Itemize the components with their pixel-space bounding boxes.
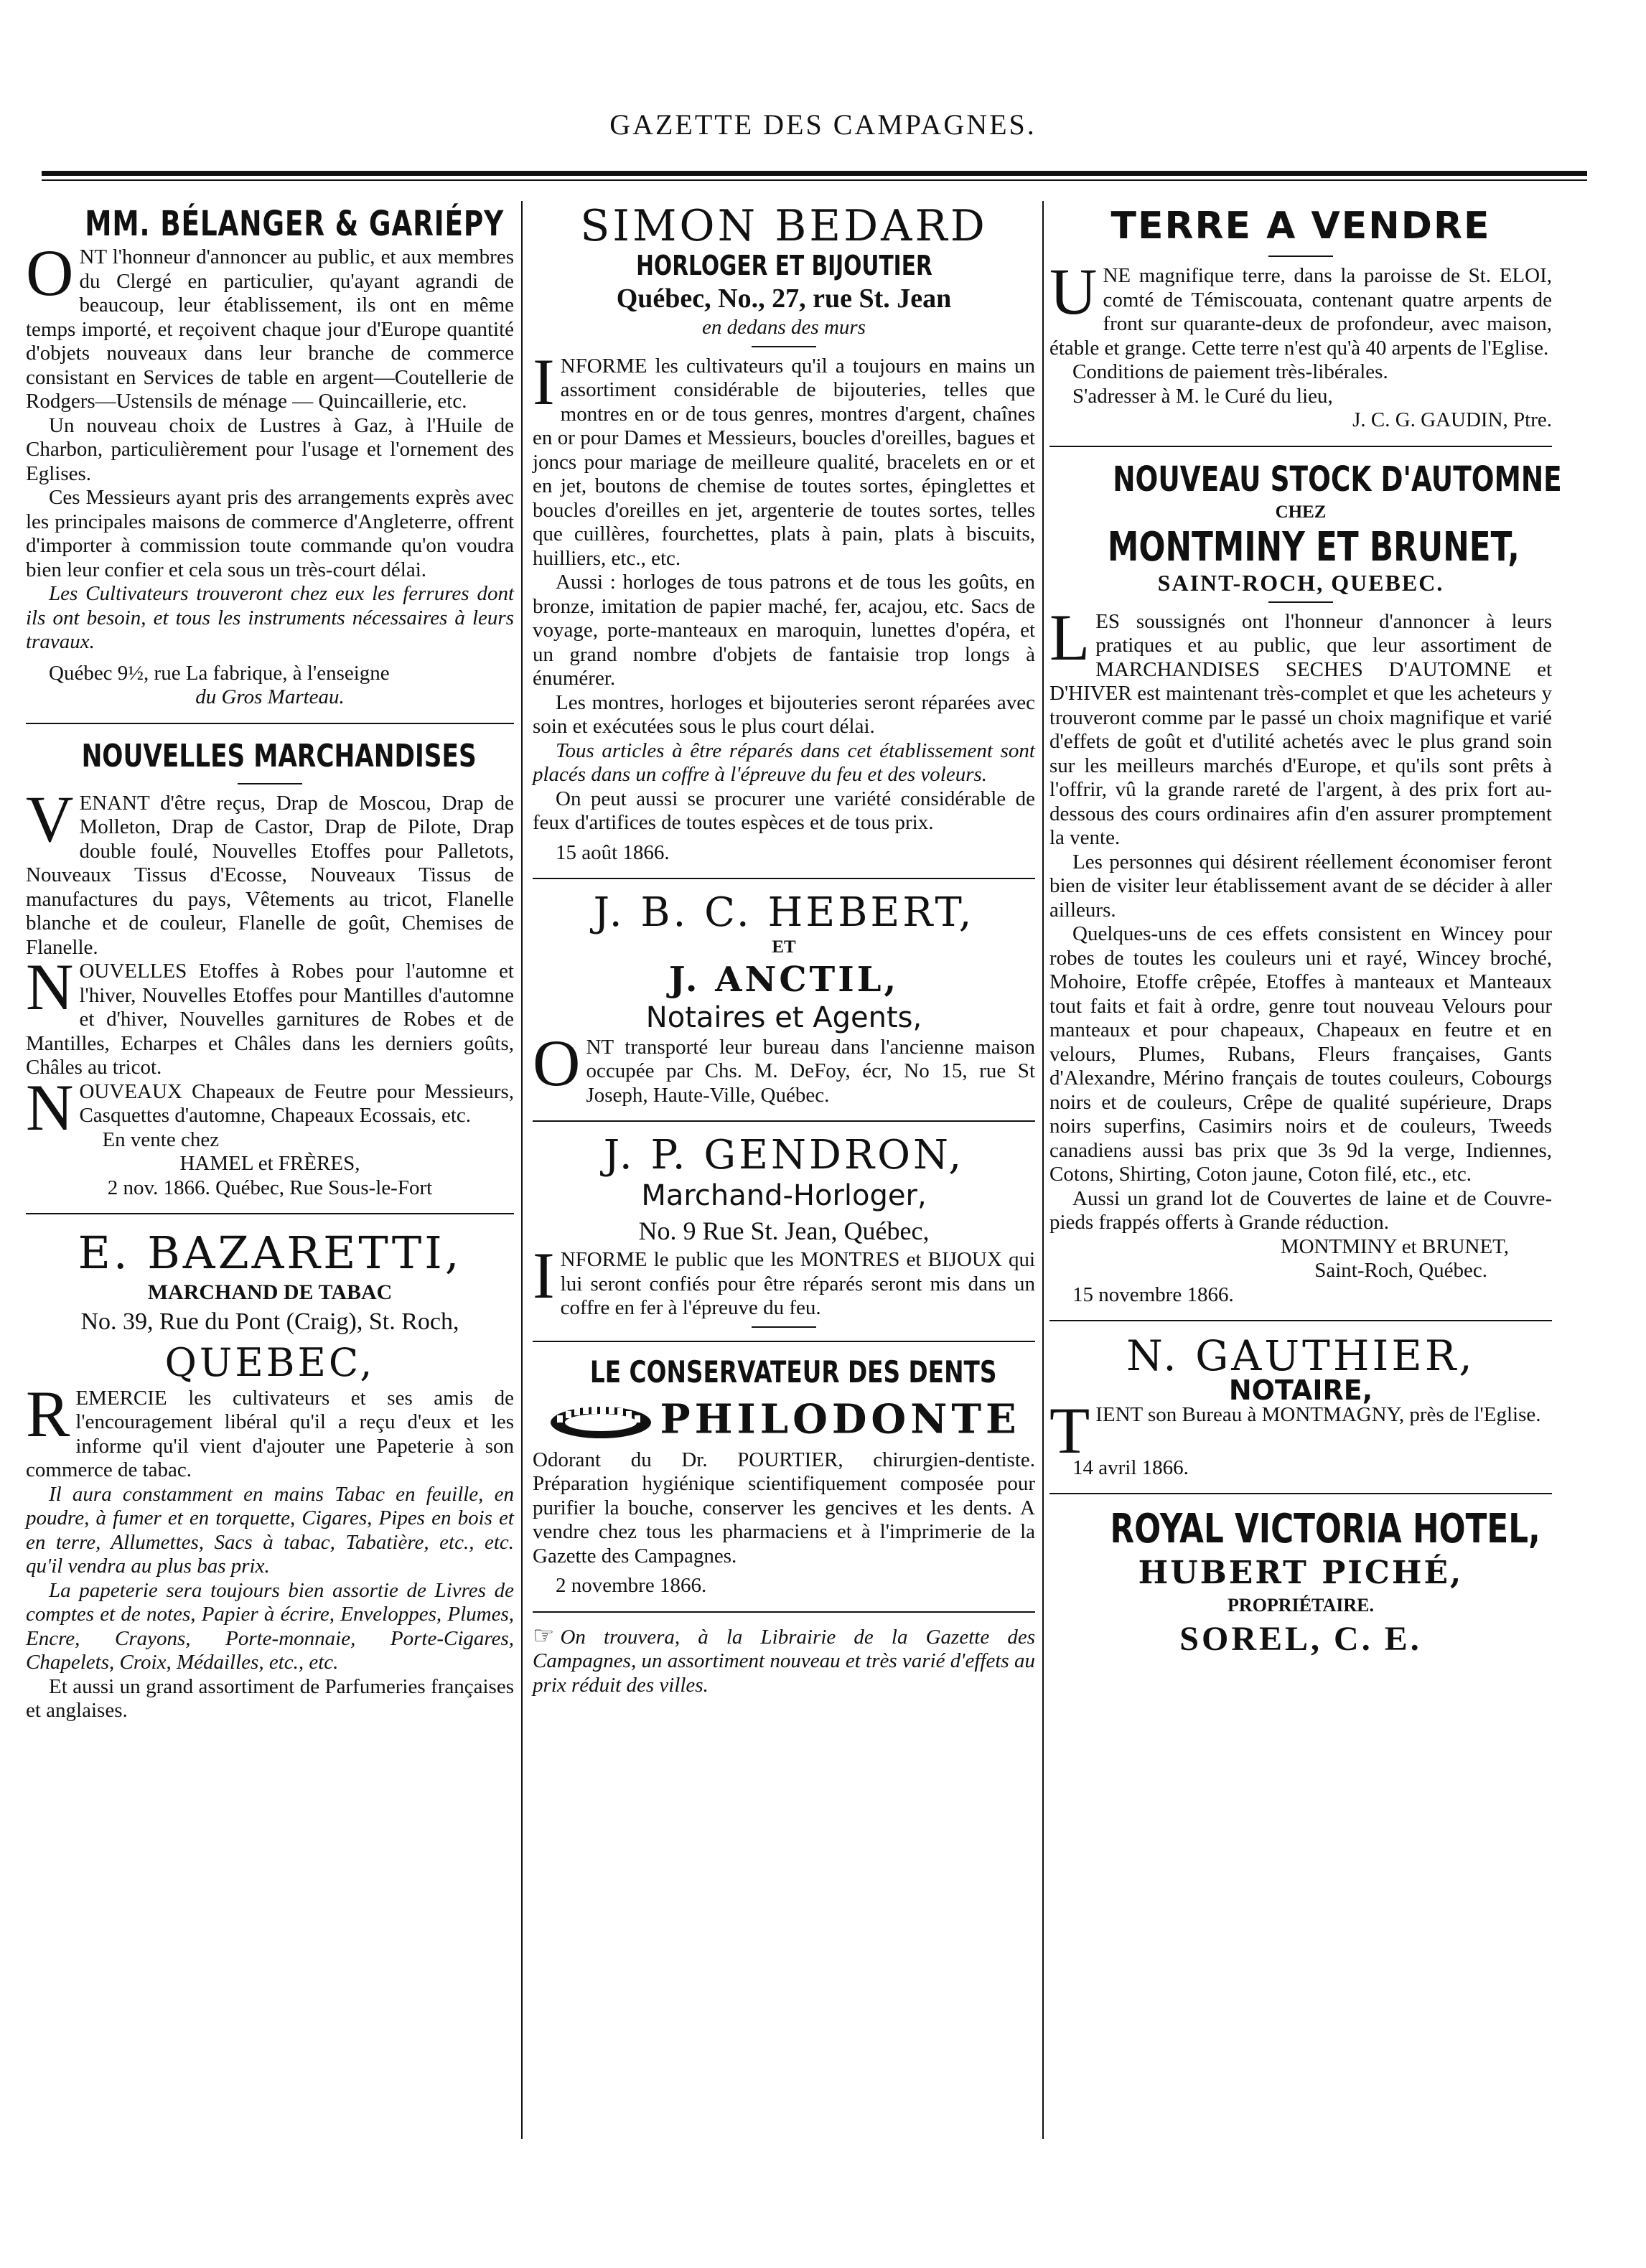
ad-subtitle: SAINT-ROCH, QUEBEC. [1157, 570, 1444, 596]
ad-philodonte [533, 1354, 1035, 1598]
divider [1268, 601, 1333, 603]
ad-title: MM. BÉLANGER & GARIÉPY [85, 204, 504, 244]
paragraph: NE magnifique terre, dans la paroisse de St. ELOI, comté de Témiscouata, contenant quatre arpents de front sur quarante-deux de profondeur, avec maison, étable et grange. Cette terre n'est qu'à 40 arpents de l'Eglise. [1049, 264, 1552, 360]
ad-belanger [26, 202, 514, 710]
column-2 [533, 202, 1035, 1710]
owner-name: HUBERT PICHÉ, [1138, 1555, 1464, 1591]
paragraph: OUVEAUX Chapeaux de Feutre pour Messieurs, Casquettes d'automne, Chapeaux Ecossais, etc. [79, 1079, 514, 1127]
paragraph: Et aussi un grand assortiment de Parfumeries françaises et anglaises. [26, 1674, 514, 1722]
paragraph: Un nouveau choix de Lustres à Gaz, à l'Huile de Charbon, particulièrement pour l'usage et l'ornement des Eglises. [26, 413, 514, 485]
column-1 [26, 202, 514, 1736]
ad-gendron [533, 1133, 1035, 1328]
paragraph: Les montres, horloges et bijouteries seront réparées avec soin et exécutées sous le plus court délai. [533, 690, 1035, 738]
divider [1049, 446, 1552, 447]
ad-bazaretti [26, 1226, 514, 1723]
ad-simon-bedard [533, 202, 1035, 865]
philodonte-title: PHILODONTE [660, 1395, 1021, 1443]
paragraph: Les personnes qui désirent réellement économiser feront bien de visiter leur établissement avant de se décider à aller ailleurs. [1049, 850, 1552, 922]
drop-cap: N [26, 950, 74, 1023]
paragraph: On peut aussi se procurer une variété considérable de feux d'artifices de toutes espèces et de tous prix. [533, 787, 1035, 834]
column-divider [1042, 201, 1044, 2139]
divider [533, 878, 1035, 879]
ad-title: LE CONSERVATEUR DES DENTS [589, 1354, 997, 1390]
city-title: SOREL, C. E. [1179, 1619, 1422, 1658]
ad-subtitle: Marchand-Horloger, [641, 1179, 927, 1212]
paragraph: Conditions de paiement très-libérales. [1072, 360, 1388, 383]
divider [26, 723, 514, 724]
paragraph: Les Cultivateurs trouveront chez eux les ferrures dont ils ont besoin, et tous les instruments nécessaires à leurs travaux. [26, 582, 514, 653]
owner-title: PROPRIÉTAIRE. [1228, 1595, 1374, 1616]
paragraph: Aussi un grand lot de Couvertes de laine et de Couvre-pieds frappés offerts à Grande réduction. [1049, 1186, 1552, 1234]
ad-terre-a-vendre [1049, 202, 1552, 433]
paragraph: Aussi : horloges de tous patrons et de tous les goûts, en bronze, imitation de papier maché, fer, acajou, etc. Sacs de voyage, porte-manteaux en maroquin, lunettes d'opéra, et un grand nombre d'objets de fantaisie trop longs à énumérer. [533, 571, 1035, 690]
paragraph: Odorant du Dr. POURTIER, chirurgien-dentiste. Préparation hygiénique scientifiquement composée pour purifier la bouche, conserver les gencives et les dents. A vendre chez tous les pharmaciens et à l'imprimerie de la Gazette des Campagnes. [533, 1448, 1035, 1568]
divider [238, 783, 302, 784]
paragraph: En vente chez [102, 1128, 220, 1151]
paragraph: Tous articles à être réparés dans cet établissement sont placés dans un coffre à l'épreuve du feu et des voleurs. [533, 739, 1035, 786]
divider [533, 1120, 1035, 1122]
conjunction: ET [772, 937, 796, 957]
masthead: GAZETTE DES CAMPAGNES. [609, 108, 1037, 141]
divider [533, 1611, 1035, 1613]
date-line: 2 nov. 1866. Québec, Rue Sous-le-Fort [107, 1176, 433, 1199]
ad-title: E. BAZARETTI, [78, 1227, 462, 1279]
ad-subtitle: NOTAIRE, [1228, 1374, 1373, 1406]
ad-subtitle: Notaires et Agents, [645, 1001, 922, 1034]
drop-cap: L [1049, 600, 1090, 674]
ad-title: J. B. C. HEBERT, [593, 889, 975, 936]
drop-cap: R [26, 1377, 70, 1451]
ad-librairie [533, 1624, 1035, 1698]
paragraph: Ces Messieurs ayant pris des arrangements exprès avec les principales maisons de commerce d'Angleterre, offrent d'importer à commission toute commande qu'on voudra bien leur confier et cela sous un très-court délai. [26, 486, 514, 581]
ad-gauthier [1049, 1333, 1552, 1480]
header-rule-thin [42, 179, 1587, 181]
date-line: 14 avril 1866. [1072, 1456, 1189, 1479]
ad-title: N. GAUTHIER, [1126, 1331, 1475, 1380]
address-line: No. 39, Rue du Pont (Craig), St. Roch, [80, 1308, 459, 1335]
paragraph: La papeterie sera toujours bien assortie de Livres de comptes et de notes, Papier à écrire, Enveloppes, Plumes, Encre, Crayons, Porte-monnaie, Porte-Cigares, Chapelets, Croix, Médailles, etc., etc. [26, 1578, 514, 1674]
date-line: 2 novembre 1866. [556, 1574, 707, 1597]
drop-cap: N [26, 1070, 74, 1144]
address-line: en dedans des murs [702, 316, 866, 339]
ad-title: MONTMINY ET BRUNET, [1107, 524, 1520, 571]
city-title: QUEBEC, [164, 1339, 375, 1385]
ad-title: SIMON BEDARD [580, 201, 988, 251]
column-divider [521, 201, 523, 2139]
ad-nouvelles-marchandises [26, 736, 514, 1201]
paragraph: On trouvera, à la Librairie de la Gazette des Campagnes, un assortiment nouveau et très varié d'effets au prix réduit des villes. [533, 1625, 1035, 1697]
divider [26, 1213, 514, 1214]
conjunction: CHEZ [1275, 502, 1327, 522]
drop-cap: V [26, 782, 74, 856]
divider [533, 1341, 1035, 1342]
paragraph: OUVELLES Etoffes à Robes pour l'automne et l'hiver, Nouvelles Etoffes pour Mantilles d'automne et d'hiver, Nouvelles garnitures de Robes et de Mantilles, Echarpes et Châles dans les derniers goûts, Châles au tricot. [26, 960, 514, 1079]
divider [1268, 256, 1333, 257]
paragraph: NFORME le public que les MONTRES et BIJOUX qui lui seront confiés pour être réparés seront mis dans un coffre en fer à l'épreuve du feu. [560, 1248, 1035, 1319]
paragraph: Il aura constamment en mains Tabac en feuille, en poudre, à fumer et en torquette, Cigares, Pipes en bois et en terre, Allumettes, Sacs à tabac, Tabatière, etc., etc. qu'il vendra au plus bas prix. [26, 1482, 514, 1578]
paragraph: NT transporté leur bureau dans l'ancienne maison occupée par Chs. M. DeFoy, écr, No 15, rue St Joseph, Haute-Ville, Québec. [586, 1035, 1035, 1107]
pointing-hand-icon: ☞ [533, 1622, 555, 1649]
drop-cap: U [1049, 255, 1098, 328]
drop-cap: O [533, 1026, 581, 1100]
ad-title: TERRE A VENDRE [1110, 205, 1491, 248]
ad-title: J. P. GENDRON, [603, 1132, 965, 1178]
paragraph: ENANT d'être reçus, Drap de Moscou, Drap de Molleton, Drap de Castor, Drap de Pilote, Drap double foulé, Nouvelles Etoffes pour Palletots, Nouveaux Tissus d'Ecosse, Nouveaux Tissus de manufactures du pays, Vêtements au tricot, Flanelle blanche et de couleur, Flanelle de goût, Chemises de Flanelle. [26, 791, 514, 959]
paragraph: EMERCIE les cultivateurs et ses amis de l'encouragement libéral qu'il a reçu d'eux et les informe qu'il vient d'ajouter une Papeterie à son commerce de tabac. [26, 1386, 514, 1481]
drop-cap: I [533, 1239, 555, 1312]
divider [752, 346, 816, 347]
philodonte-banner [533, 1395, 1035, 1443]
ad-hebert-anctil [533, 891, 1035, 1107]
paragraph: NT l'honneur d'annoncer au public, et aux membres du Clergé en particulier, qu'ayant agrandi de beaucoup, leur établissement, ils ont en même temps importé, et reçoivent chaque jour d'Europe quantité d'objets nouveaux dans leur branche de commerce consistant en Services de table en argent—Coutellerie de Rodgers—Ustensils de ménage — Quincaillerie, etc. [26, 245, 514, 413]
signature: HAMEL et FRÈRES, [179, 1152, 360, 1175]
address-line: du Gros Marteau. [195, 685, 345, 708]
drop-cap: I [533, 345, 555, 418]
ad-montminy-brunet [1049, 459, 1562, 1308]
paragraph: ES soussignés ont l'honneur d'annoncer à leurs pratiques et au public, que leur assortiment de MARCHANDISES SECHES D'AUTOMNE et D'HIVER est maintenant très-complet et que les acheteurs y trouveront comme par le passé un choix magnifique et varié d'effets de goût et d'utilité achetés avec le plus grand soin sur les meilleurs marchés d'Europe, et qu'ils sont prêts à l'offrir, vû la grande rareté de l'argent, à des prix fort au-dessous des cours ordinaires afin d'en assurer promptement la vente. [1049, 609, 1552, 849]
paragraph: S'adresser à M. le Curé du lieu, [1072, 384, 1333, 408]
address-line: Québec, No., 27, rue St. Jean [616, 284, 952, 314]
ad-title: NOUVELLES MARCHANDISES [81, 737, 477, 774]
ad-title: J. ANCTIL, [668, 959, 899, 1000]
column-3 [1049, 202, 1562, 1674]
ad-royal-victoria [1049, 1506, 1552, 1661]
paragraph: Quelques-uns de ces effets consistent en Wincey pour robes de toutes les couleurs uni et rayé, Wincey broché, Mohoire, Etoffe crêpée, Etoffes à manteaux et Manteaux tout faits et fait à ordre, genre tout nouveau Velours pour manteaux et pour chapeaux, Chapeaux en feutre et en velours, Plumes, Rubans, Fleurs françaises, Gants d'Alexandre, Mérino français de toutes couleurs, Cobourgs noirs et de couleurs, Crêpe de qualité supérieure, Draps noirs superfins, Casimirs noirs et de couleurs, Tweeds canadiens aussi bas prix que 3s 9d la verge, Indiennes, Cotons, Shirting, Coton jaune, Coton filé, etc., etc. [1049, 922, 1552, 1186]
date-line: 15 août 1866. [556, 840, 670, 864]
ad-subtitle: MARCHAND DE TABAC [147, 1280, 393, 1304]
address-line: No. 9 Rue St. Jean, Québec, [638, 1217, 930, 1245]
divider [752, 1326, 816, 1328]
ad-title: ROYAL VICTORIA HOTEL, [1110, 1506, 1540, 1552]
drop-cap: T [1049, 1393, 1090, 1467]
address-line: Québec 9½, rue La fabrique, à l'enseigne [49, 661, 390, 685]
paragraph: IENT son Bureau à MONTMAGNY, près de l'Eglise. [1095, 1402, 1541, 1426]
signature: J. C. G. GAUDIN, Ptre. [1352, 408, 1552, 431]
signature: MONTMINY et BRUNET, [1280, 1234, 1509, 1258]
date-line: 15 novembre 1866. [1072, 1283, 1234, 1306]
dental-arch-icon [547, 1398, 655, 1441]
divider [1049, 1320, 1552, 1321]
signature: Saint-Roch, Québec. [1314, 1259, 1487, 1282]
drop-cap: O [26, 236, 74, 309]
divider [1049, 1493, 1552, 1494]
paragraph: NFORME les cultivateurs qu'il a toujours en mains un assortiment considérable de bijouteries, telles que montres en or de tous genres, montres d'argent, chaînes en or pour Dames et Messieurs, boucles d'oreilles, bagues et joncs pour mariage de meilleure qualité, bracelets en or et en jet, boutons de chemise de toutes sortes, épinglettes et boucles d'oreilles en jet, argenterie de toutes sortes, telles que cuillères, fourchettes, plats à pain, plats à biscuits, huilliers, etc., etc. [533, 354, 1035, 570]
ad-title: NOUVEAU STOCK D'AUTOMNE [1113, 459, 1562, 500]
header-rule [42, 171, 1587, 176]
ad-subtitle: HORLOGER ET BIJOUTIER [635, 250, 932, 281]
